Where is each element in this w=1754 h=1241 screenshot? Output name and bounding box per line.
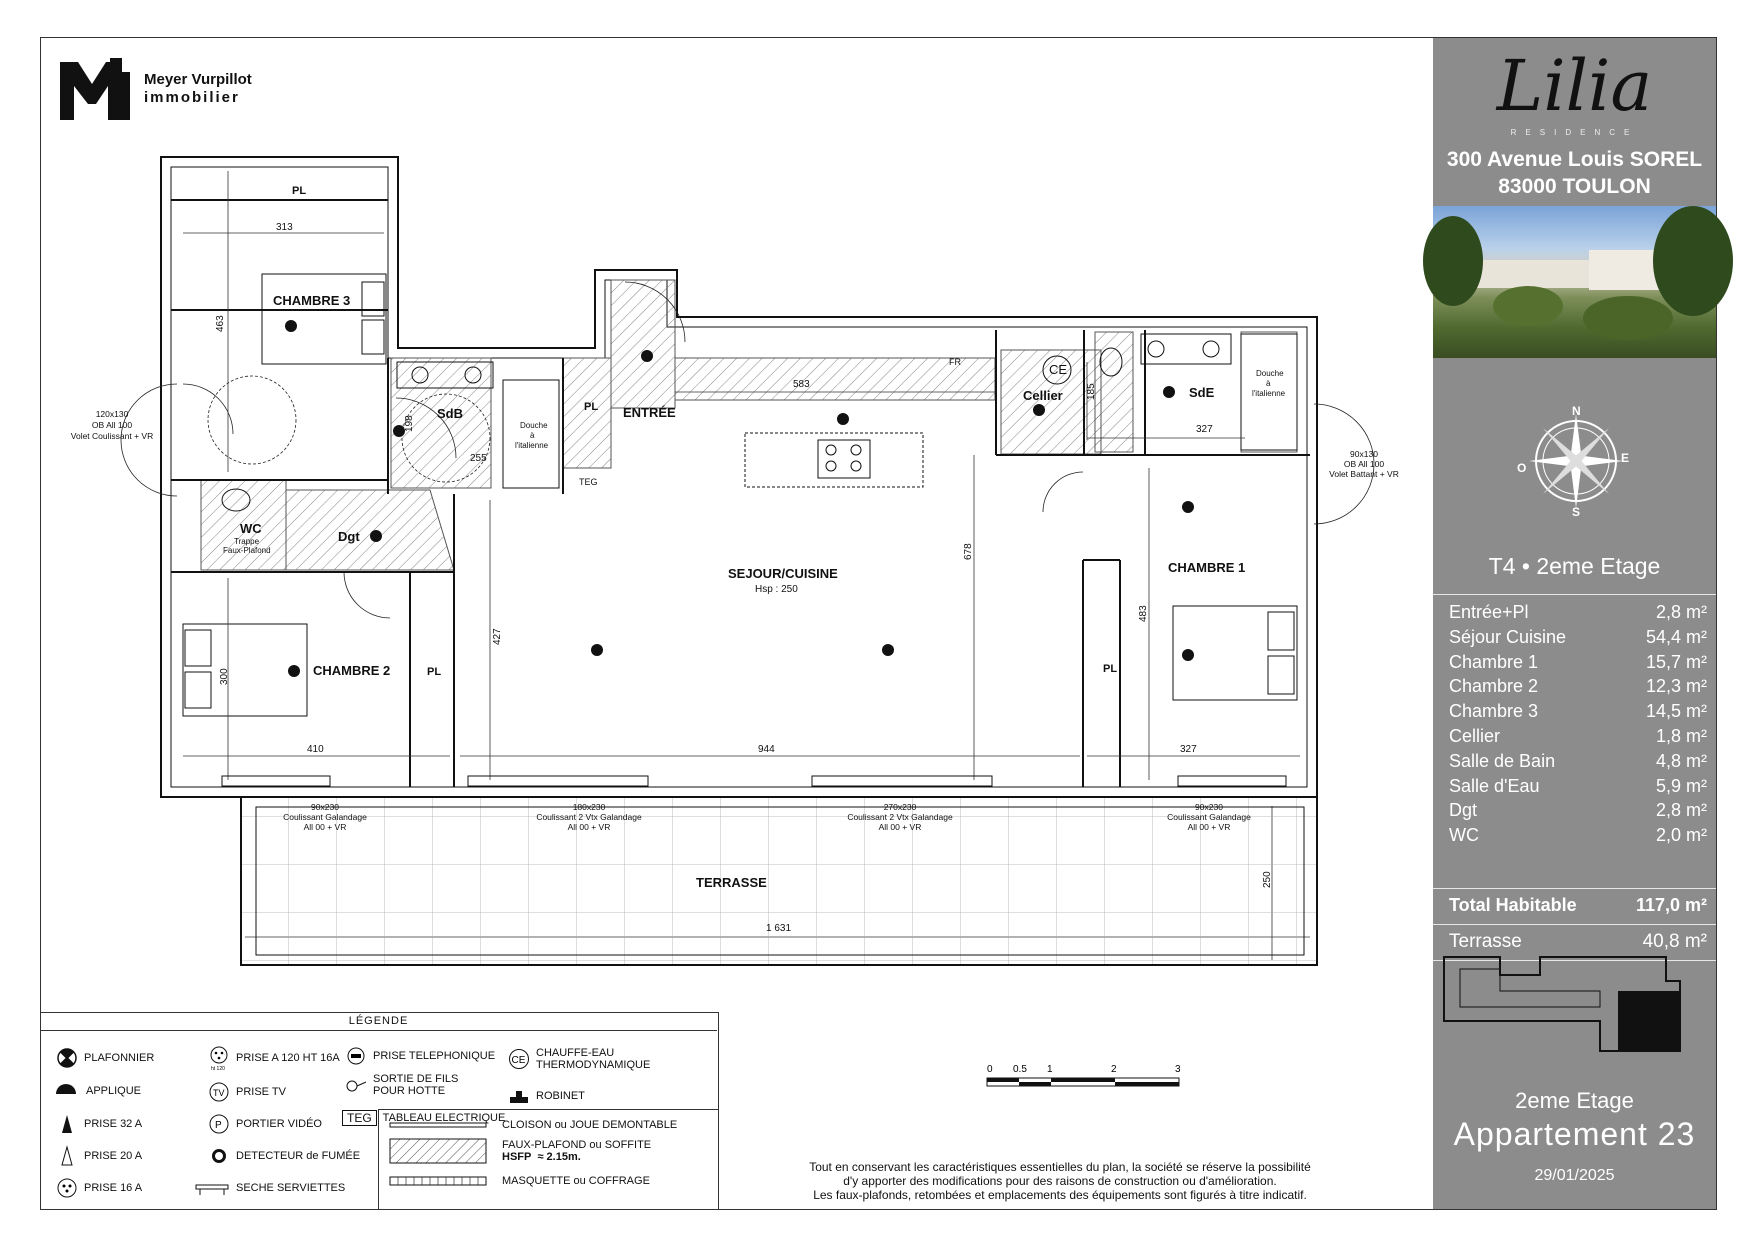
dim-250: 250 xyxy=(1262,871,1273,888)
dim-313: 313 xyxy=(276,222,293,233)
false-ceiling-zones xyxy=(201,280,1297,570)
company-subname: immobilier xyxy=(144,89,240,106)
disclaimer-line: Tout en conservant les caractéristiques essentielles du plan, la société se réserve la possibilité xyxy=(809,1160,1311,1174)
dim-463: 463 xyxy=(215,315,226,332)
legend-portier: P PORTIER VIDÉO xyxy=(208,1113,322,1135)
dim-185: 185 xyxy=(1086,383,1097,400)
bay4-shutter: All 00 + VR xyxy=(1187,822,1231,832)
legend-title: LÉGENDE xyxy=(40,1013,717,1031)
surface-list xyxy=(1449,600,1707,848)
legend-chauffe: CE CHAUFFE-EAU THERMODYNAMIQUE xyxy=(508,1047,650,1071)
total-habitable: Total Habitable 117,0 m² xyxy=(1449,895,1707,915)
dim-198: 198 xyxy=(404,415,415,432)
compass-o: O xyxy=(1517,461,1527,475)
dim-944: 944 xyxy=(758,744,775,755)
legend-prisetv: TV PRISE TV xyxy=(208,1081,286,1103)
prise20-icon xyxy=(56,1145,78,1167)
surface-row: Séjour Cuisine 54,4 m² xyxy=(1449,626,1707,647)
bay2-type: Coulissant 2 Vtx Galandage xyxy=(536,812,642,822)
bay2-shutter: All 00 + VR xyxy=(567,822,611,832)
scale-tick-1: 1 xyxy=(1047,1064,1053,1075)
legend-cloison: CLOISON ou JOUE DEMONTABLE xyxy=(390,1119,677,1131)
tv-icon xyxy=(208,1081,230,1103)
opening-left-size: 120x130 xyxy=(95,409,129,419)
label-douche2-a: Douche xyxy=(1256,369,1284,378)
label-douche1-b: à xyxy=(530,431,535,440)
label-ce-cellier: CE xyxy=(1049,362,1068,377)
exterior-walls xyxy=(161,157,1317,797)
info-panel xyxy=(1433,38,1716,1209)
company-name: Meyer Vurpillot xyxy=(144,71,252,88)
surface-row: Chambre 1 15,7 m² xyxy=(1449,651,1707,672)
surface-row: Chambre 3 14,5 m² xyxy=(1449,701,1707,722)
legend-masquette: MASQUETTE ou COFFRAGE xyxy=(390,1175,650,1187)
masquette-swatch-icon xyxy=(390,1176,486,1186)
label-sejour: SEJOUR/CUISINE xyxy=(728,566,838,581)
address-city: 83000 TOULON xyxy=(1498,175,1651,198)
surface-row: Chambre 2 12,3 m² xyxy=(1449,676,1707,697)
prise16-icon xyxy=(56,1177,78,1199)
bay1-type: Coulissant Galandage xyxy=(283,812,367,822)
building-key-plan xyxy=(1440,951,1708,1071)
compass-rose-icon xyxy=(1517,404,1631,519)
svg-text:ht 120: ht 120 xyxy=(211,1066,225,1072)
prise32-icon xyxy=(56,1113,78,1135)
faucet-icon xyxy=(508,1085,530,1107)
opening-right-type: OB All 100 xyxy=(1343,459,1385,469)
disclaimer-line: d'y apporter des modifications pour des raisons de construction ou d'amélioration. xyxy=(843,1174,1277,1188)
scale-tick-2: 2 xyxy=(1111,1064,1117,1075)
scale-tick-3: 3 xyxy=(1175,1064,1181,1075)
plafonnier-icon xyxy=(56,1047,78,1069)
bay4-size: 90x230 xyxy=(1195,802,1223,812)
floor-label: 2eme Etage xyxy=(1515,1088,1634,1113)
legend-prise16: PRISE 16 A xyxy=(56,1177,142,1199)
phone-socket-icon xyxy=(345,1045,367,1067)
facade-windows xyxy=(222,776,1286,786)
terrace-area: Terrasse 40,8 m² xyxy=(1449,931,1707,952)
compass-s: S xyxy=(1572,505,1581,519)
legend-prise32: PRISE 32 A xyxy=(56,1113,142,1135)
label-douche1-a: Douche xyxy=(520,421,548,430)
portier-icon xyxy=(208,1113,230,1135)
bay1-shutter: All 00 + VR xyxy=(303,822,347,832)
terrace xyxy=(241,797,1317,965)
legend-prise20: PRISE 20 A xyxy=(56,1145,142,1167)
label-pl-top: PL xyxy=(292,185,307,197)
smoke-detector-icon xyxy=(208,1145,230,1167)
water-heater-icon xyxy=(508,1048,530,1070)
residence-brand: Lilia xyxy=(1496,45,1653,127)
svg-text:CE: CE xyxy=(511,1055,526,1066)
divider xyxy=(1433,888,1716,889)
label-cellier: Cellier xyxy=(1023,388,1063,403)
label-wc: WC xyxy=(240,521,262,536)
legend-seche: SECHE SERVIETTES xyxy=(194,1177,345,1199)
opening-right-size: 90x130 xyxy=(1350,449,1378,459)
legend-applique: APPLIQUE xyxy=(52,1080,141,1102)
svg-text:TV: TV xyxy=(213,1088,225,1098)
label-hsp: Hsp : 250 xyxy=(755,584,798,595)
bay3-shutter: All 00 + VR xyxy=(878,822,922,832)
applique-icon xyxy=(52,1080,80,1102)
false-ceiling-swatch-icon xyxy=(390,1139,486,1163)
label-douche1-c: l'italienne xyxy=(515,441,549,450)
bay1-size: 90x230 xyxy=(311,802,339,812)
surface-row: Salle de Bain 4,8 m² xyxy=(1449,750,1707,771)
dim-483: 483 xyxy=(1138,605,1149,622)
label-sdb: SdB xyxy=(437,406,463,421)
svg-text:P: P xyxy=(215,1120,222,1131)
label-chambre3: CHAMBRE 3 xyxy=(273,293,351,308)
disclaimer xyxy=(780,1160,1340,1202)
partition-swatch-icon xyxy=(390,1121,486,1129)
legend-faux: FAUX-PLAFOND ou SOFFITE HSFP ≈ 2.15m. xyxy=(390,1139,651,1163)
label-teg: TEG xyxy=(579,477,598,487)
address-street: 300 Avenue Louis SOREL xyxy=(1446,148,1703,171)
kitchen-island xyxy=(745,433,923,487)
opening-left-shutter: Volet Coulissant + VR xyxy=(70,431,154,441)
label-pl-entree: PL xyxy=(584,401,599,413)
compass-n: N xyxy=(1572,404,1581,418)
bay4-type: Coulissant Galandage xyxy=(1167,812,1251,822)
hood-wire-icon xyxy=(345,1074,367,1096)
surface-row: Cellier 1,8 m² xyxy=(1449,725,1707,746)
scale-tick-05: 0.5 xyxy=(1013,1064,1027,1075)
surface-row: WC 2,0 m² xyxy=(1449,825,1707,846)
teg-icon: TEG xyxy=(342,1110,377,1126)
legend-plafonnier: PLAFONNIER xyxy=(56,1047,154,1069)
legend-tel: PRISE TELEPHONIQUE xyxy=(345,1045,495,1067)
bay3-type: Coulissant 2 Vtx Galandage xyxy=(847,812,953,822)
opening-right-shutter: Volet Battant + VR xyxy=(1329,469,1399,479)
scale-bar xyxy=(985,1062,1185,1102)
plan-date: 29/01/2025 xyxy=(1534,1167,1615,1184)
surface-row: Salle d'Eau 5,9 m² xyxy=(1449,775,1707,796)
label-douche2-c: l'italienne xyxy=(1252,389,1286,398)
dim-327a: 327 xyxy=(1196,424,1213,435)
legend xyxy=(40,1012,719,1210)
residence-address xyxy=(1433,146,1716,200)
towel-dryer-icon xyxy=(194,1177,230,1199)
label-trappe-a: Trappe xyxy=(234,537,260,546)
residence-brand-sub: RESIDENCE xyxy=(1510,128,1639,137)
label-entree: ENTRÉE xyxy=(623,405,676,420)
compass-e: E xyxy=(1621,451,1630,465)
legend-tableau: TEG TABLEAU ELECTRIQUE xyxy=(342,1110,505,1126)
divider xyxy=(1433,924,1716,925)
scale-tick-0: 0 xyxy=(987,1064,993,1075)
label-sde: SdE xyxy=(1189,385,1215,400)
legend-sortie: SORTIE DE FILS POUR HOTTE xyxy=(345,1073,458,1097)
apartment-label: Appartement 23 xyxy=(1453,1116,1696,1152)
label-douche2-b: à xyxy=(1266,379,1271,388)
surface-row: Entrée+Pl 2,8 m² xyxy=(1449,602,1707,622)
residence-photo xyxy=(1433,206,1716,358)
dim-255: 255 xyxy=(470,453,487,464)
opening-notes xyxy=(71,409,1399,832)
bay3-size: 270x230 xyxy=(883,802,917,812)
legend-detecteur: DETECTEUR de FUMÉE xyxy=(208,1145,360,1167)
label-fr: FR xyxy=(949,357,961,367)
dim-427: 427 xyxy=(492,628,503,645)
label-pl-chambre2: PL xyxy=(427,666,442,678)
opening-left-type: OB All 100 xyxy=(91,420,133,430)
dim-410: 410 xyxy=(307,744,324,755)
dim-583: 583 xyxy=(793,379,810,390)
surface-row: Dgt 2,8 m² xyxy=(1449,800,1707,821)
dim-1631: 1 631 xyxy=(766,923,792,934)
label-pl-chambre1: PL xyxy=(1103,663,1118,675)
bay2-size: 180x230 xyxy=(572,802,606,812)
label-chambre2: CHAMBRE 2 xyxy=(313,663,391,678)
label-terrasse: TERRASSE xyxy=(696,875,767,890)
dim-327b: 327 xyxy=(1180,744,1197,755)
legend-prise120: ht 120 PRISE A 120 HT 16A xyxy=(208,1045,340,1071)
label-dgt: Dgt xyxy=(338,529,360,544)
label-chambre1: CHAMBRE 1 xyxy=(1168,560,1246,575)
unit-type: T4 • 2eme Etage xyxy=(1488,553,1661,579)
legend-robinet: ROBINET xyxy=(508,1085,585,1107)
prise120-icon xyxy=(208,1045,230,1071)
disclaimer-line: Les faux-plafonds, retombées et emplacements des équipements sont figurés à titre indicatif. xyxy=(813,1188,1307,1202)
dim-678: 678 xyxy=(963,543,974,560)
divider xyxy=(1433,594,1716,595)
label-trappe-b: Faux-Plafond xyxy=(223,546,271,555)
dim-300: 300 xyxy=(219,668,230,685)
